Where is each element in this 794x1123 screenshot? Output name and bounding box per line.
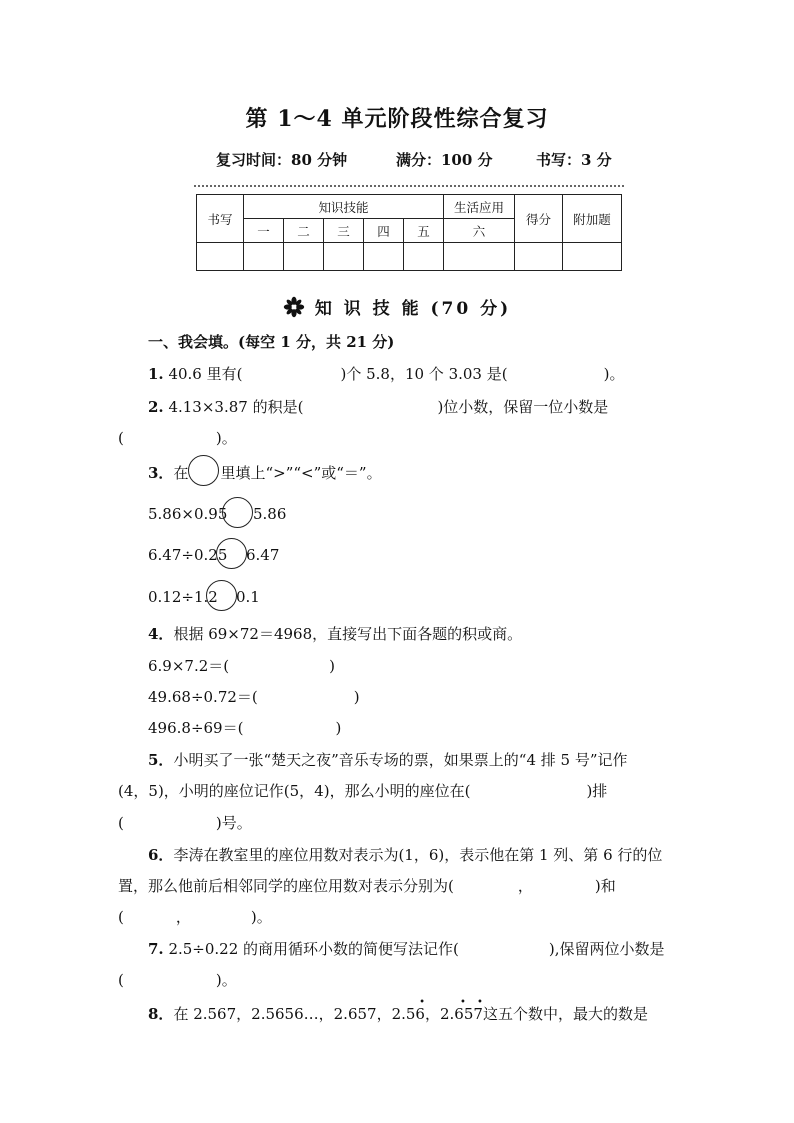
q4-item-3 [148, 717, 341, 738]
compare-circle [188, 455, 219, 486]
q3-left-3: 0.12÷1.2 [148, 588, 218, 606]
q8-separator: ， [424, 1005, 440, 1023]
header-writing: 书写 [197, 195, 244, 243]
q2-number: 2. [148, 398, 164, 416]
question-3 [148, 462, 382, 483]
q1-text-b: )个 5.8，10 个 3.03 是( [340, 365, 508, 383]
repeat-dot: • [419, 997, 425, 1008]
q3-right-1: 5.86 [253, 505, 287, 523]
page-title: 第 1～4 单元阶段性综合复习 [245, 106, 549, 132]
compare-circle-1[interactable] [222, 497, 253, 528]
col-6: 六 [444, 219, 515, 243]
question-1 [148, 363, 624, 384]
question-5-line3 [118, 812, 252, 833]
q6-paren-open: ( [118, 908, 124, 926]
q6-number: 6． [148, 846, 174, 864]
dotted-divider [194, 185, 624, 187]
score-cell[interactable] [244, 243, 284, 271]
q7-text-b: ),保留两位小数是 [548, 940, 665, 958]
col-4: 四 [364, 219, 404, 243]
q4-text: 根据 69×72＝4968，直接写出下面各题的积或商。 [173, 625, 523, 643]
q8-repeating-2 [440, 997, 483, 1023]
q5-line-1: 小明买了一张“楚天之夜”音乐专场的票，如果票上的“4 排 5 号”记作 [173, 751, 628, 769]
q3-number: 3． [148, 464, 174, 482]
score-cell[interactable] [197, 243, 244, 271]
repeat-dot: • [477, 997, 483, 1008]
q4-item-1-close: ) [329, 657, 335, 675]
q2-text-b: )位小数，保留一位小数是 [437, 398, 609, 416]
question-6 [148, 844, 662, 865]
question-4 [148, 623, 522, 644]
q6-line-2a: 置，那么他前后相邻同学的座位用数对表示分别为( [118, 877, 454, 895]
q3-text-b: 里填上“>”“<”或“＝”。 [220, 464, 382, 482]
question-6-line2 [118, 875, 616, 896]
col-5: 五 [404, 219, 444, 243]
q1-text-a: 40.6 里有( [163, 365, 243, 383]
q6-comma-2: ， [175, 908, 191, 926]
writing-score: 书写：3 分 [536, 151, 612, 169]
col-3: 三 [324, 219, 364, 243]
question-7 [148, 938, 665, 959]
q5-line-2a: (4，5)，小明的座位记作(5，4)，那么小明的座位在( [118, 782, 471, 800]
q4-item-2-close: ) [353, 688, 360, 706]
q3-left-2: 6.47÷0.25 [148, 546, 228, 564]
compare-circle-2[interactable] [216, 538, 247, 569]
q4-item-3-text: 496.8÷69＝( [148, 719, 244, 737]
q4-item-2 [148, 686, 360, 707]
header-bonus: 附加题 [563, 195, 622, 243]
score-cell[interactable] [515, 243, 563, 271]
header-life: 生活应用 [444, 195, 515, 219]
score-cell[interactable] [444, 243, 515, 271]
q4-item-2-text: 49.68÷0.72＝( [148, 688, 258, 706]
q5-line-2b: )排 [586, 782, 608, 800]
col-1: 一 [244, 219, 284, 243]
section-title: 知 识 技 能 (70 分) [314, 299, 512, 319]
question-5 [148, 749, 628, 770]
q8-number: 8． [148, 1005, 174, 1023]
q4-item-1-text: 6.9×7.2＝( [148, 657, 230, 675]
score-cell[interactable] [284, 243, 324, 271]
repeat-dot: • [460, 997, 466, 1008]
q6-line-2c: )和 [594, 877, 616, 895]
q8-number-1: 2.56 [391, 1005, 425, 1023]
q7-paren-close: )。 [215, 971, 237, 989]
score-cell[interactable] [563, 243, 622, 271]
score-cell[interactable] [324, 243, 364, 271]
q4-item-3-close: ) [335, 719, 342, 737]
q6-line-3c: )。 [250, 908, 272, 926]
q4-number: 4． [148, 625, 174, 643]
q3-text-a: 在 [173, 464, 189, 482]
full-score: 满分：100 分 [396, 151, 493, 169]
q6-line-1: 李涛在教室里的座位用数对表示为(1，6)，表示他在第 1 列、第 6 行的位 [173, 846, 663, 864]
review-time: 复习时间：80 分钟 [216, 151, 348, 169]
compare-circle-3[interactable] [206, 580, 237, 611]
q5-number: 5． [148, 751, 174, 769]
question-8 [148, 997, 648, 1024]
q6-comma-1: ， [517, 877, 533, 895]
part1-heading: 一、我会填。(每空 1 分，共 21 分) [148, 333, 395, 351]
col-2: 二 [284, 219, 324, 243]
header-score: 得分 [515, 195, 563, 243]
q2-text-a: 4.13×3.87 的积是( [163, 398, 304, 416]
q1-text-c: )。 [603, 365, 625, 383]
q2-paren-open: ( [118, 429, 124, 447]
score-cell[interactable] [404, 243, 444, 271]
score-table [196, 194, 622, 271]
score-cell[interactable] [364, 243, 404, 271]
q7-number: 7. [148, 940, 164, 958]
q7-text-a: 2.5÷0.22 的商用循环小数的简便写法记作( [163, 940, 459, 958]
q8-text-a: 在 2.567，2.5656…，2.657， [173, 1005, 392, 1023]
q8-text-b: 这五个数中，最大的数是 [482, 1005, 648, 1023]
q7-paren-open: ( [118, 971, 124, 989]
q4-item-1 [148, 655, 335, 676]
question-6-line3 [118, 906, 272, 927]
header-knowledge: 知识技能 [244, 195, 444, 219]
q1-number: 1. [148, 365, 164, 383]
section-heading [0, 294, 794, 319]
question-2 [148, 396, 608, 417]
q8-number-2: 2.657 [440, 1005, 483, 1023]
q5-paren-open: ( [118, 814, 124, 832]
q2-paren-close: )。 [215, 429, 237, 447]
q5-line-3b: )号。 [215, 814, 252, 832]
q3-right-2: 6.47 [246, 546, 280, 564]
q8-repeating-1 [391, 997, 425, 1023]
question-2-cont [118, 427, 237, 448]
q3-right-3: 0.1 [236, 588, 260, 606]
q3-left-1: 5.86×0.95 [148, 505, 228, 523]
question-5-line2 [118, 780, 607, 801]
question-7-cont [118, 969, 237, 990]
flower-icon [283, 296, 305, 318]
